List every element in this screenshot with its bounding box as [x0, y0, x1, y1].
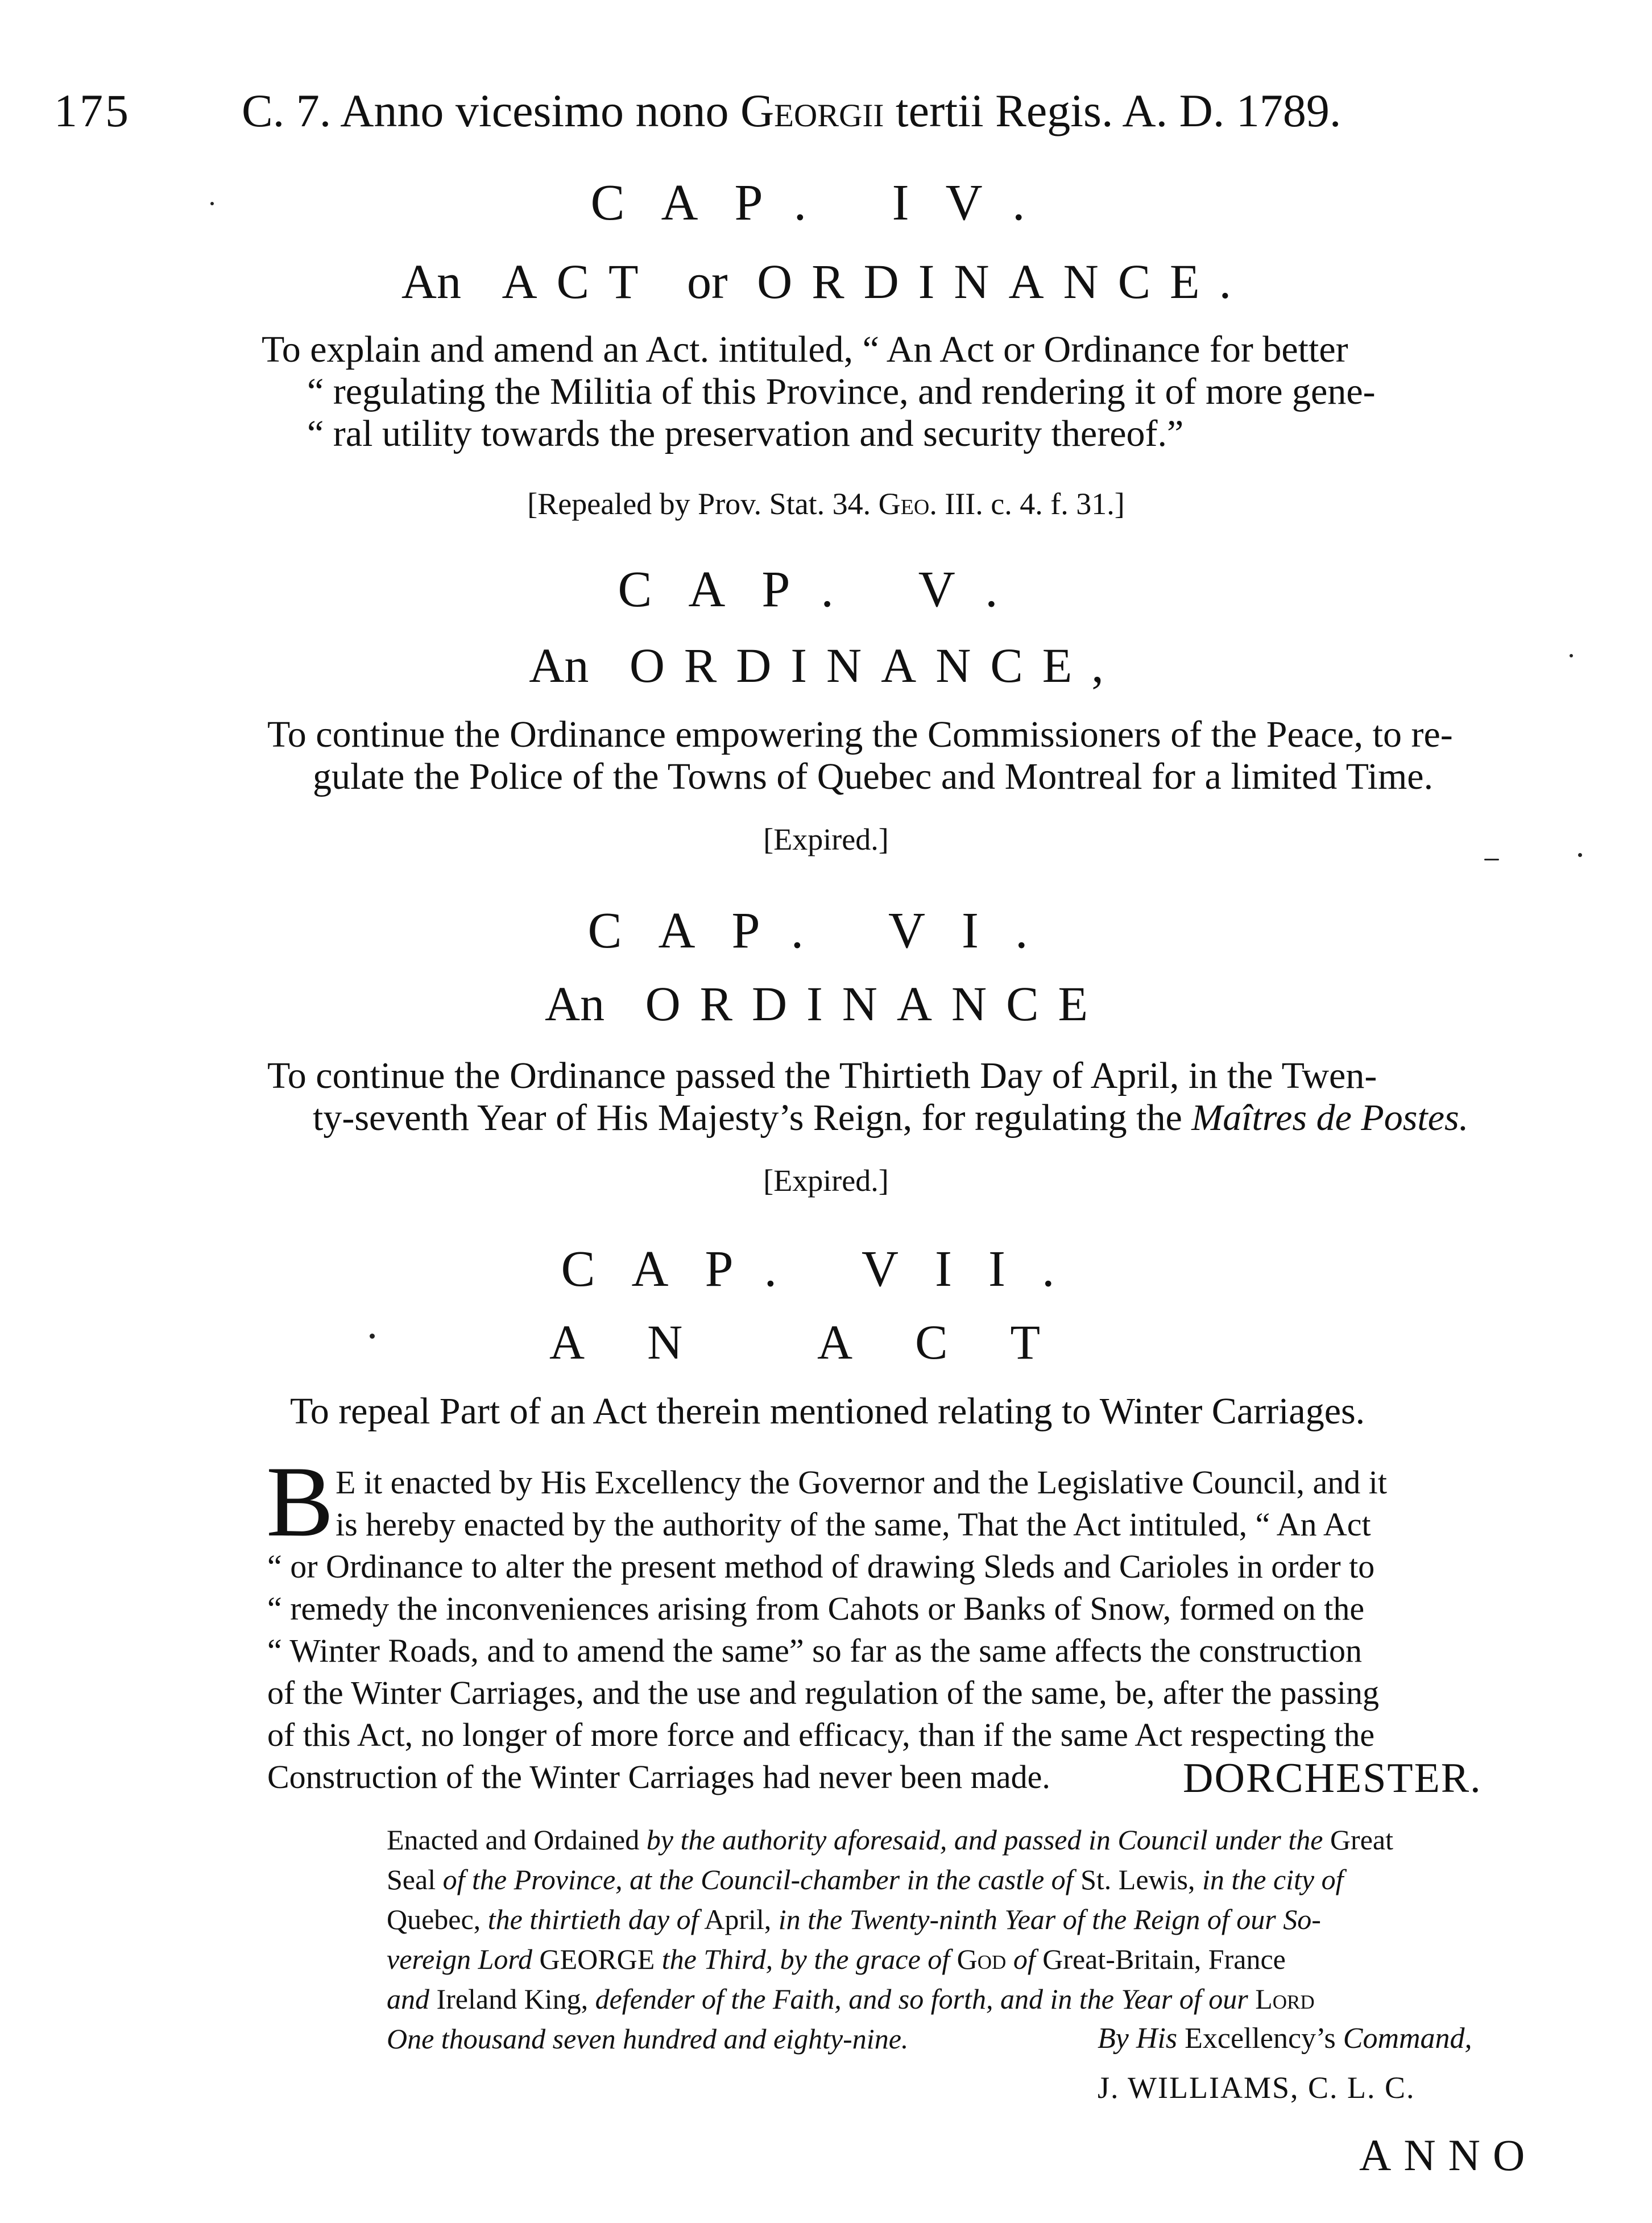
kind-word: ORDINANCE,: [629, 638, 1123, 693]
attestation-text: Great: [1330, 1824, 1393, 1856]
attestation-italic: in the Twenty-ninth Year of the Reign of our So-: [778, 1903, 1321, 1935]
cap-vi-kind: [0, 975, 1652, 1032]
cap-v-purpose-line-1: To continue the Ordinance empowering the Commissioners of the Peace, to re-: [267, 714, 1453, 755]
cap-v-status-note: [Expired.]: [763, 822, 889, 856]
enactment-line: “ remedy the inconveniences arising from Cahots or Banks of Snow, formed on the: [267, 1590, 1365, 1627]
purpose-text: ty-seventh Year of His Majesty’s Reign, for regulating the: [313, 1097, 1182, 1139]
cap-vi-status-note: [Expired.]: [763, 1164, 889, 1198]
attestation-text: GEORGE: [539, 1943, 655, 1975]
drop-cap: B: [266, 1445, 334, 1558]
attestation-text: God: [957, 1943, 1007, 1975]
cap-v-kind: [0, 637, 1652, 694]
kind-word: ORDINANCE.: [757, 254, 1251, 309]
chapter-ref: C. 7.: [242, 85, 332, 136]
cap-iv-heading: CAP. IV.: [590, 175, 1062, 231]
ink-speck: [210, 202, 214, 205]
attestation-italic: the Third, by the grace of: [661, 1943, 950, 1975]
attestation-text: Seal: [387, 1864, 436, 1895]
cap-vii-purpose-line-1: To repeal Part of an Act therein mentioned relating to Winter Carriages.: [290, 1390, 1365, 1432]
kind-lead: An: [529, 638, 589, 693]
page-number: 175: [54, 85, 131, 136]
command-line: [1098, 2022, 1472, 2055]
cap-vi-purpose-line-1: To continue the Ordinance passed the Thirtieth Day of April, in the Twen-: [267, 1055, 1377, 1096]
ink-speck: [1570, 654, 1573, 657]
governor-signature: DORCHESTER.: [1183, 1755, 1482, 1802]
cap-vi-purpose-line-2: [313, 1097, 1468, 1139]
attestation-text: Ireland King,: [436, 1983, 589, 2015]
enactment-line: E it enacted by His Excellency the Governor and the Legislative Council, and it: [336, 1464, 1387, 1501]
note-text: III. c. 4. f. 31.]: [945, 487, 1125, 521]
attestation-italic: in the city of: [1202, 1864, 1344, 1895]
enactment-line: of this Act, no longer of more force and efficacy, than if the same Act respecting the: [267, 1716, 1375, 1753]
cap-v-heading: CAP. V.: [618, 561, 1034, 618]
kind-lead: An: [401, 254, 462, 309]
attestation-line: [387, 1939, 1598, 1979]
running-title: [242, 84, 1341, 138]
ink-speck: [1484, 859, 1499, 860]
attestation-italic: of: [1013, 1943, 1036, 1975]
reign-king: Georgii: [740, 85, 884, 136]
kind-word: ORDINANCE: [645, 976, 1108, 1031]
cap-vii-kind: [0, 1314, 1652, 1371]
cap-iv-purpose-line-2: “ regulating the Militia of this Province, and rendering it of more gene-: [307, 371, 1376, 412]
ink-speck: [1578, 853, 1582, 857]
enactment-line: is hereby enacted by the authority of the same, That the Act intituled, “ An Act: [336, 1506, 1371, 1543]
attestation-italic: vereign Lord: [387, 1943, 532, 1975]
cap-vi-heading: CAP. VI.: [587, 903, 1065, 959]
attestation-text: Lord: [1255, 1983, 1315, 2015]
reign-text-end: tertii Regis. A. D. 1789.: [895, 85, 1342, 136]
ink-speck: [370, 1334, 375, 1339]
attestation-italic: defender of the Faith, and so forth, and in the Year of our: [595, 1983, 1248, 2015]
attestation-text: April,: [704, 1903, 772, 1935]
cap-iv-kind: [0, 253, 1652, 310]
attestation-italic: One thousand seven hundred and eighty-nine.: [387, 2023, 909, 2055]
kind-word: ACT: [502, 254, 658, 309]
attestation-text: Enacted and Ordained: [387, 1824, 640, 1856]
attestation-text: Quebec,: [387, 1903, 481, 1935]
kind-lead: An: [544, 976, 605, 1031]
enactment-line: “ or Ordinance to alter the present method of drawing Sleds and Carioles in order to: [267, 1548, 1375, 1585]
attestation-text: St. Lewis,: [1080, 1864, 1195, 1895]
cap-iv-purpose-line-3: “ ral utility towards the preservation and security thereof.”: [307, 413, 1184, 454]
attestation-italic: of the Province, at the Council-chamber in the castle of: [442, 1864, 1074, 1895]
note-king: Geo.: [878, 487, 937, 521]
attestation-italic: and: [387, 1983, 429, 2015]
enactment-line: “ Winter Roads, and to amend the same” so far as the same affects the construction: [267, 1632, 1362, 1669]
cap-vii-heading: CAP. VII.: [561, 1241, 1091, 1297]
attestation-line: [387, 1820, 1598, 1860]
enactment-line: Construction of the Winter Carriages had never been made.: [267, 1758, 1050, 1795]
kind-word: AN ACT: [549, 1315, 1103, 1369]
command-text: Excellency’s: [1185, 2022, 1336, 2055]
attestation-line: [387, 1899, 1598, 1939]
attestation-line: [387, 1979, 1598, 2019]
attestation-text: Great-Britain, France: [1042, 1943, 1286, 1975]
command-italic: Command,: [1343, 2022, 1472, 2055]
purpose-italic: Maîtres de Postes.: [1191, 1097, 1469, 1139]
clerk-signature: J. WILLIAMS, C. L. C.: [1098, 2071, 1415, 2105]
command-italic: By His: [1098, 2022, 1178, 2055]
attestation-line: [387, 1860, 1598, 1899]
enactment-line: of the Winter Carriages, and the use and regulation of the same, be, after the passing: [267, 1674, 1380, 1711]
note-text: [Repealed by Prov. Stat. 34.: [527, 487, 871, 521]
attestation-italic: the thirtieth day of: [487, 1903, 699, 1935]
catchword: ANNO: [1359, 2130, 1538, 2180]
kind-connector: or: [687, 254, 728, 309]
running-header: [54, 84, 1589, 147]
cap-iv-status-note: [0, 486, 1652, 521]
attestation-italic: by the authority aforesaid, and passed in Council under the: [646, 1824, 1323, 1856]
cap-iv-purpose-line-1: To explain and amend an Act. intituled, “ An Act or Ordinance for better: [262, 329, 1348, 370]
cap-v-purpose-line-2: gulate the Police of the Towns of Quebec and Montreal for a limited Time.: [313, 756, 1434, 797]
reign-text: Anno vicesimo nono: [340, 85, 729, 136]
enactment-paragraph: [267, 1462, 1598, 1798]
